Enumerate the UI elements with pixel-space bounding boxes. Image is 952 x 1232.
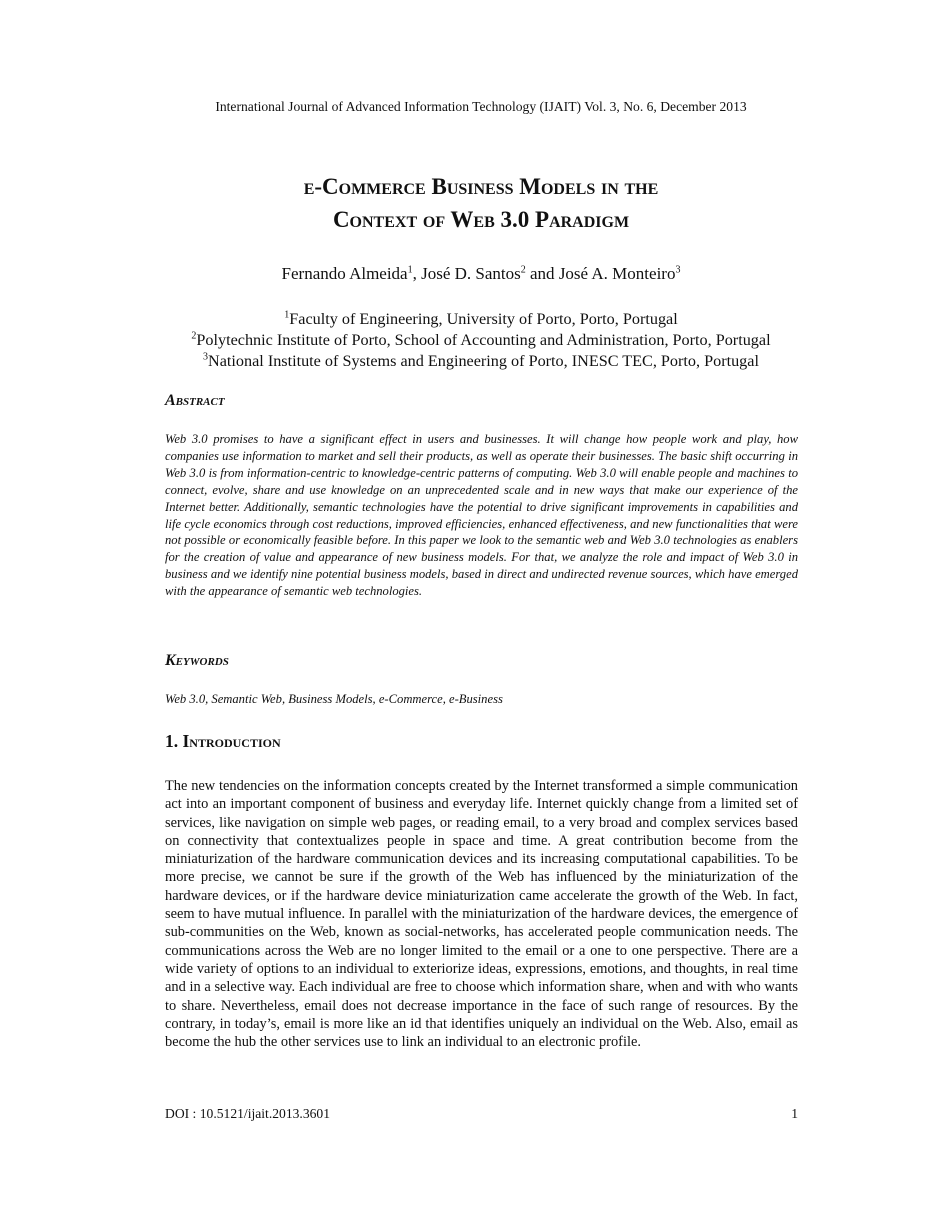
author-list xyxy=(0,264,952,284)
affiliation-text: National Institute of Systems and Engineering of Porto, INESC TEC, Porto, Portugal xyxy=(208,352,759,370)
introduction-heading: 1. Introduction xyxy=(165,731,281,751)
doi-footer: DOI : 10.5121/ijait.2013.3601 xyxy=(165,1106,331,1121)
title-line-1: e-Commerce Business Models in the xyxy=(303,174,659,199)
affiliation-marker: 3 xyxy=(203,351,209,363)
title-line-2: Context of Web 3.0 Paradigm xyxy=(332,207,630,232)
author-affiliation-marker: 2 xyxy=(520,264,526,276)
paper-title xyxy=(0,170,952,236)
abstract-body: Web 3.0 promises to have a significant effect in users and businesses. It will change how people work and play, how companies use information to market and sell their products, as well as operate their businesses. The basic shift occurring in Web 3.0 is from information-centric to knowledge-centric patterns of computing. Web 3.0 will enable people and machines to connect, evolve, share and use knowledge on an unprecedented scale and in new ways that make our experience of the Internet better. Additionally, semantic technologies have the potential to drive significant improvements in capabilities and life cycle economics through cost reductions, improved efficiencies, enhanced effectiveness, and new functionalities that were not possible or economically feasible before. In this paper we look to the semantic web and Web 3.0 technologies as enablers for the creation of value and appearance of new business models. For that, we analyze the role and impact of Web 3.0 in business and we identify nine potential business models, based in direct and undirected revenue sources, which have emerged with the appearance of semantic web technologies. xyxy=(165,432,798,599)
author-name: José A. Monteiro xyxy=(558,264,676,283)
affiliation-text: Faculty of Engineering, University of Porto, Porto, Portugal xyxy=(289,310,678,328)
author-separator: and xyxy=(525,264,559,283)
affiliation-marker: 2 xyxy=(191,330,197,342)
author-affiliation-marker: 3 xyxy=(675,264,681,276)
abstract-heading: Abstract xyxy=(165,392,225,409)
affiliation-list xyxy=(0,309,952,372)
affiliation-line xyxy=(0,330,952,351)
affiliation-marker: 1 xyxy=(284,309,290,321)
author-name: Fernando Almeida xyxy=(281,264,408,283)
author-separator: , xyxy=(412,264,422,283)
author-affiliation-marker: 1 xyxy=(407,264,413,276)
keywords-heading: Keywords xyxy=(165,652,229,669)
author-name: José D. Santos xyxy=(421,264,521,283)
page-number: 1 xyxy=(791,1106,798,1121)
affiliation-line xyxy=(0,351,952,372)
journal-header: International Journal of Advanced Information Technology (IJAIT) Vol. 3, No. 6, December 2013 xyxy=(215,99,747,114)
keywords-list: Web 3.0, Semantic Web, Business Models, e-Commerce, e-Business xyxy=(165,692,503,706)
affiliation-line xyxy=(0,309,952,330)
affiliation-text: Polytechnic Institute of Porto, School of Accounting and Administration, Porto, Portugal xyxy=(196,331,771,349)
introduction-body: The new tendencies on the information concepts created by the Internet transformed a simple communication act into an important component of business and everyday life. Internet quickly change from a limited set of services, like navigation on simple web pages, or reading email, to a very broad and complex services based on connectivity that contextualizes people in space and time. A great contribution become from the miniaturization of the hardware communication devices and its increasing computational capabilities. To be more precise, we cannot be sure if the growth of the Web has influenced by the miniaturization of the hardware devices, or if the hardware device miniaturization came accelerate the growth of the Web. In fact, seem to have mutual influence. In parallel with the miniaturization of the hardware devices, the emergence of sub-communities on the Web, known as social-networks, has accelerated people communication needs. The communications across the Web are no longer limited to the email or a one to one perspective. There are a wide variety of options to an individual to exteriorize ideas, expressions, emotions, and thoughts, in real time and in a selective way. Each individual are free to choose which information share, when and with who wants to share. Nevertheless, email does not decrease importance in the face of such range of resources. By the contrary, in today’s, email is more like an id that identifies uniquely an individual on the Web. Also, email as become the hub the other services use to link an individual to an electronic profile. xyxy=(165,778,798,1051)
